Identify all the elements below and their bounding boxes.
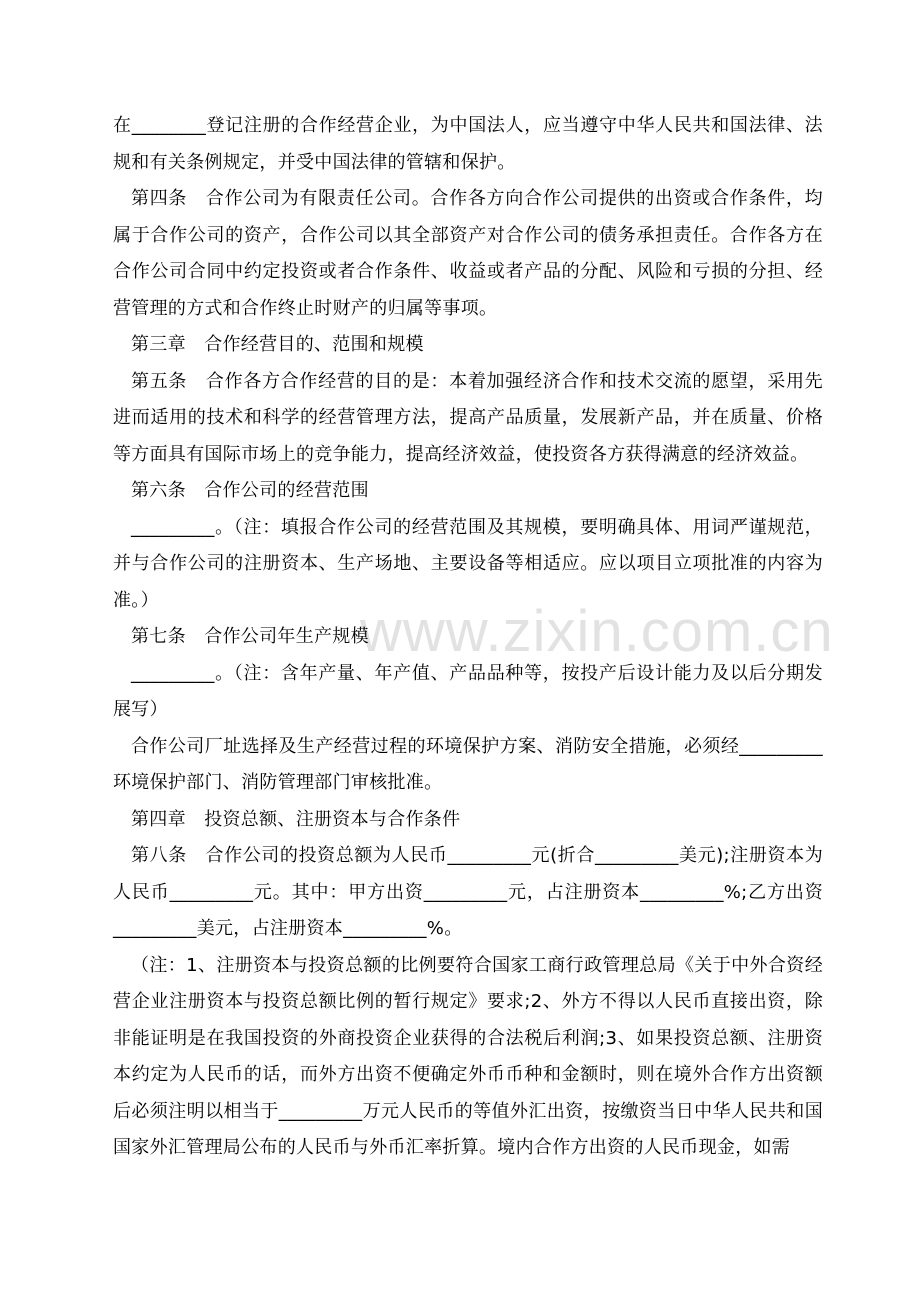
article-5: 第五条 合作各方合作经营的目的是：本着加强经济合作和技术交流的愿望，采用先进而适用的技术和科学的经营管理方法，提高产品质量，发展新产品，并在质量、价格等方面具有国际市场上的竞争能力，提高经济效益，使投资各方获得满意的经济效益。: [113, 370, 823, 465]
note-paragraph: （注：1、注册资本与投资总额的比例要符合国家工商行政管理总局《关于中外合资经营企业注册资本与投资总额比例的暂行规定》要求;2、外方不得以人民币直接出资，除非能证明是在我国投资的外商投资企业获得的合法税后利润;3、如果投资总额、注册资本约定为人民币的话，而外方出资不便确定外币币种和金额时，则在境外合作方出资额后必须注明以相当于_________万元人民币的等值外汇出资，按缴资当日中华人民共和国国家外汇管理局公布的人民币与外币汇率折算。境内合作方出资的人民币现金，如需: [113, 954, 823, 1158]
chapter-4-heading: 第四章 投资总额、注册资本与合作条件: [131, 808, 461, 830]
article-7-heading: 第七条 合作公司年生产规模: [131, 626, 369, 647]
article-6-body: _________。（注：填报合作公司的经营范围及其规模，要明确具体、用词严谨规范，并与合作公司的注册资本、生产场地、主要设备等相适应。应以项目立项批准的内容为准。）: [113, 516, 823, 611]
article-6-heading: 第六条 合作公司的经营范围: [131, 480, 369, 501]
article-8: 第八条 合作公司的投资总额为人民币_________元(折合_________美元);注册资本为人民币_________元。其中：甲方出资_________元，占注册资本_________%;乙方出资_________美元，占注册资本_________%。: [113, 845, 823, 939]
article-7-body: _________。（注：含年产量、年产值、产品品种等，按投产后设计能力及以后分期发展写）: [113, 662, 823, 720]
article-4: 第四条 合作公司为有限责任公司。合作各方向合作公司提供的出资或合作条件，均属于合作公司的资产，合作公司以其全部资产对合作公司的债务承担责任。合作各方在合作公司合同中约定投资或者合作条件、收益或者产品的分配、风险和亏损的分担、经营管理的方式和合作终止时财产的归属等事项。: [113, 188, 823, 319]
environment-approval-paragraph: 合作公司厂址选择及生产经营过程的环境保护方案、消防安全措施，必须经_________环境保护部门、消防管理部门审核批准。: [113, 735, 823, 793]
paragraph-registration: 在________登记注册的合作经营企业，为中国法人，应当遵守中华人民共和国法律、法规和有关条例规定，并受中国法律的管辖和保护。: [113, 115, 823, 173]
watermark: www.zixin.com.cn: [360, 599, 834, 664]
chapter-3-heading: 第三章 合作经营目的、范围和规模: [131, 334, 424, 355]
document-page: [113, 108, 823, 1167]
